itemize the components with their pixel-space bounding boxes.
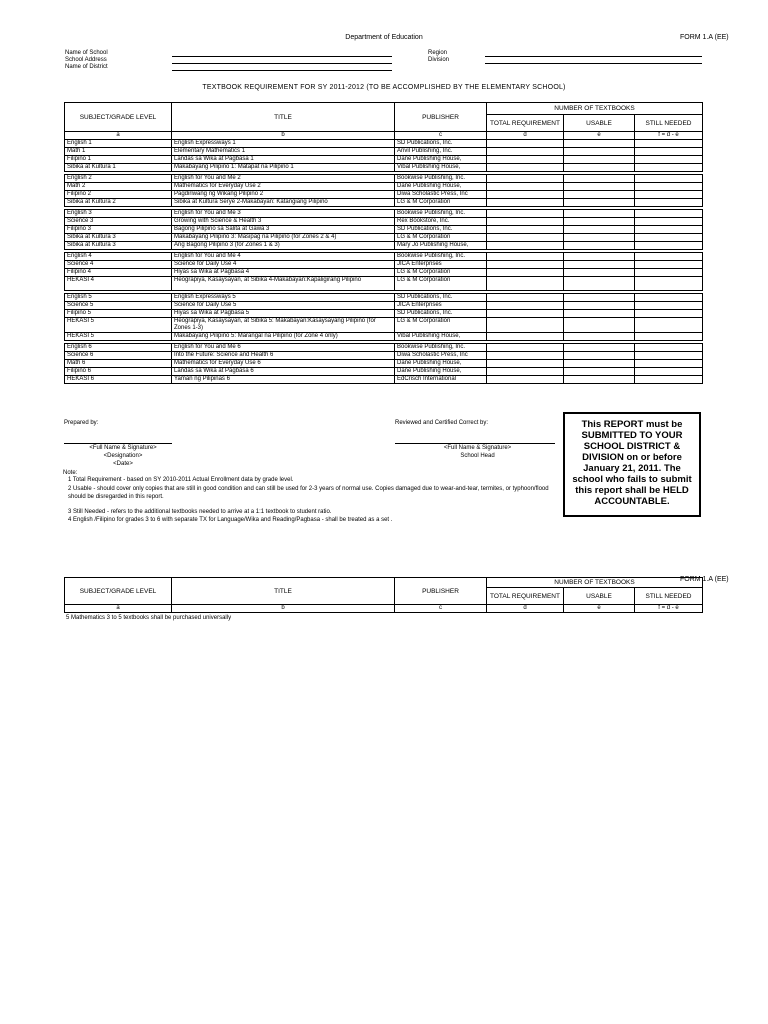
- header2-subject: SUBJECT/GRADE LEVEL: [65, 578, 172, 605]
- header-publisher: PUBLISHER: [395, 103, 487, 132]
- total-requirement-input[interactable]: [487, 277, 564, 291]
- title-cell: English Expressways 5: [172, 294, 395, 302]
- label-name-of-district: Name of District: [65, 64, 108, 70]
- usable-input[interactable]: [564, 310, 635, 318]
- subject-cell: HEKASI 6: [65, 376, 172, 384]
- subject-cell: English 5: [65, 294, 172, 302]
- usable-input[interactable]: [564, 199, 635, 207]
- title-cell: Mathematics for Everyday Use 6: [172, 360, 395, 368]
- still-needed-input[interactable]: [635, 376, 703, 384]
- table-row: [65, 242, 703, 250]
- title-cell: Makabayang Pilipino 3: Masipag na Pilipino (for Zones 2 & 4): [172, 234, 395, 242]
- still-needed-input[interactable]: [635, 156, 703, 164]
- label-region: Region: [428, 50, 448, 56]
- publisher-cell: Vibal Publishing House,: [395, 333, 487, 341]
- publisher-cell: JICA Enterprises: [395, 302, 487, 310]
- publisher-cell: LG & M Corporation: [395, 318, 487, 333]
- table-row: [65, 310, 703, 318]
- usable-input[interactable]: [564, 191, 635, 199]
- still-needed-input[interactable]: [635, 269, 703, 277]
- total-requirement-input[interactable]: [487, 234, 564, 242]
- publisher-cell: Diwa Scholastic Press, Inc: [395, 191, 487, 199]
- publisher-cell: Bookwise Publishing, Inc.: [395, 210, 487, 218]
- note-1: 1 Total Requirement - based on SY 2010-2011 Actual Enrollment data by grade level.: [68, 477, 294, 483]
- usable-input[interactable]: [564, 318, 635, 333]
- subject-cell: English 3: [65, 210, 172, 218]
- title-cell: Ang Bagong Pilipino 3 (for Zones 1 & 3): [172, 242, 395, 250]
- still-needed-input[interactable]: [635, 360, 703, 368]
- usable-input[interactable]: [564, 368, 635, 376]
- publisher-cell: Mary Jo Publishing House,: [395, 242, 487, 250]
- subject-cell: Sibika at Kultura 1: [65, 164, 172, 172]
- table-row: [65, 175, 703, 183]
- field-line-region[interactable]: [485, 56, 702, 57]
- col-letter-d: d: [487, 132, 564, 140]
- still-needed-input[interactable]: [635, 175, 703, 183]
- total-requirement-input[interactable]: [487, 376, 564, 384]
- title-cell: English for You and Me 2: [172, 175, 395, 183]
- publisher-cell: Dane Publishing House,: [395, 183, 487, 191]
- total-requirement-input[interactable]: [487, 253, 564, 261]
- title-cell: Landas sa Wika at Pagbasa 1: [172, 156, 395, 164]
- publisher-cell: Rex Bookstore, Inc.: [395, 218, 487, 226]
- total-requirement-input[interactable]: [487, 368, 564, 376]
- total-requirement-input[interactable]: [487, 175, 564, 183]
- total-requirement-input[interactable]: [487, 269, 564, 277]
- usable-input[interactable]: [564, 148, 635, 156]
- usable-input[interactable]: [564, 234, 635, 242]
- usable-input[interactable]: [564, 210, 635, 218]
- title-cell: English for You and Me 6: [172, 344, 395, 352]
- table-row: [65, 294, 703, 302]
- table-row: [65, 269, 703, 277]
- col-letter-c: c: [395, 132, 487, 140]
- col2-letter-b: b: [172, 605, 395, 613]
- department-title: Department of Education: [345, 34, 423, 41]
- subject-cell: HEKASI 5: [65, 333, 172, 341]
- usable-input[interactable]: [564, 242, 635, 250]
- still-needed-input[interactable]: [635, 352, 703, 360]
- still-needed-input[interactable]: [635, 333, 703, 341]
- submission-notice-box: This REPORT must be SUBMITTED TO YOUR SCHOOL DISTRICT & DIVISION on or before January 21, 2011. The school who fails to submit this report shall be HELD ACCOUNTABLE.: [563, 412, 701, 517]
- publisher-cell: SD Publications, Inc.: [395, 226, 487, 234]
- table-row: [65, 148, 703, 156]
- school-head-full-name: <Full Name & Signature>: [443, 445, 512, 451]
- header2-publisher: PUBLISHER: [395, 578, 487, 605]
- title-cell: Heograpiya, Kasaysayan, at Sibika 4-Makabayan:Kapaligirang Pilipino: [172, 277, 395, 291]
- total-requirement-input[interactable]: [487, 344, 564, 352]
- title-cell: English Expressways 1: [172, 140, 395, 148]
- subject-cell: Science 3: [65, 218, 172, 226]
- still-needed-input[interactable]: [635, 199, 703, 207]
- publisher-cell: Anvil Publishing, Inc.: [395, 148, 487, 156]
- total-requirement-input[interactable]: [487, 164, 564, 172]
- usable-input[interactable]: [564, 376, 635, 384]
- subject-cell: Science 4: [65, 261, 172, 269]
- table-row: [65, 226, 703, 234]
- col2-letter-c: c: [395, 605, 487, 613]
- title-cell: Heograpiya, Kasaysayan, at Sibika 5: Makabayan:Kasaysayang Pilipino (for Zones 1-3): [172, 318, 395, 333]
- field-line-school[interactable]: [172, 56, 392, 57]
- table-row: [65, 210, 703, 218]
- table-row: [65, 333, 703, 341]
- note-3: 3 Still Needed - refers to the additional textbooks needed to arrive at a 1:1 textbook to student ratio.: [68, 509, 332, 515]
- usable-input[interactable]: [564, 344, 635, 352]
- table-row: [65, 344, 703, 352]
- title-cell: Sibika at Kultura Serye 2-Makabayan: Katangiang Pilipino: [172, 199, 395, 207]
- second-table: [64, 577, 703, 613]
- still-needed-input[interactable]: [635, 294, 703, 302]
- total-requirement-input[interactable]: [487, 210, 564, 218]
- col2-letter-d: d: [487, 605, 564, 613]
- signature-line-preparer[interactable]: [64, 443, 172, 444]
- header-number-of-textbooks: NUMBER OF TEXTBOOKS: [487, 103, 703, 115]
- subject-cell: Filipino 1: [65, 156, 172, 164]
- label-school-address: School Address: [65, 57, 107, 63]
- subject-cell: Sibika at Kultura 2: [65, 199, 172, 207]
- textbook-requirement-table: [64, 102, 703, 384]
- subject-cell: Math 2: [65, 183, 172, 191]
- usable-input[interactable]: [564, 183, 635, 191]
- title-cell: Makabayang Pilipino 1: Matapat na Pilipino 1: [172, 164, 395, 172]
- publisher-cell: SD Publications, Inc.: [395, 310, 487, 318]
- form-code-2: FORM 1.A (EE): [680, 576, 729, 583]
- usable-input[interactable]: [564, 140, 635, 148]
- still-needed-input[interactable]: [635, 218, 703, 226]
- still-needed-input[interactable]: [635, 140, 703, 148]
- title-cell: Elementary Mathematics 1: [172, 148, 395, 156]
- usable-input[interactable]: [564, 164, 635, 172]
- preparer-date: <Date>: [113, 461, 133, 467]
- field-line-district[interactable]: [172, 70, 392, 71]
- form-code: FORM 1.A (EE): [680, 34, 729, 41]
- total-requirement-input[interactable]: [487, 318, 564, 333]
- prepared-by-label: Prepared by:: [64, 420, 99, 426]
- col-letter-e: e: [564, 132, 635, 140]
- table-row: [65, 234, 703, 242]
- table-row: [65, 191, 703, 199]
- col-letter-f: f = d - e: [635, 132, 703, 140]
- table-row: [65, 261, 703, 269]
- total-requirement-input[interactable]: [487, 310, 564, 318]
- usable-input[interactable]: [564, 352, 635, 360]
- header-usable: USABLE: [564, 115, 635, 132]
- usable-input[interactable]: [564, 360, 635, 368]
- title-cell: Into the Future: Science and Health 6: [172, 352, 395, 360]
- field-line-division[interactable]: [485, 63, 702, 64]
- col2-letter-f: f = d - e: [635, 605, 703, 613]
- title-cell: Growing with Science & Health 3: [172, 218, 395, 226]
- total-requirement-input[interactable]: [487, 148, 564, 156]
- subject-cell: Filipino 5: [65, 310, 172, 318]
- total-requirement-input[interactable]: [487, 302, 564, 310]
- col-letter-b: b: [172, 132, 395, 140]
- school-head-label: School Head: [460, 453, 495, 459]
- total-requirement-input[interactable]: [487, 140, 564, 148]
- title-cell: Science for Daily Use 4: [172, 261, 395, 269]
- title-cell: English for You and Me 4: [172, 253, 395, 261]
- reviewed-by-label: Reviewed and Certified Correct by:: [395, 420, 489, 426]
- table-row: [65, 218, 703, 226]
- still-needed-input[interactable]: [635, 253, 703, 261]
- subject-cell: English 6: [65, 344, 172, 352]
- total-requirement-input[interactable]: [487, 191, 564, 199]
- still-needed-input[interactable]: [635, 226, 703, 234]
- note-2: 2 Usable - should cover only copies that are still in good condition and can still be used for 2-3 years of normal use. Copies damaged due to wear-and-tear, termites, or typhoon/flood should be disregarded in this report.: [68, 486, 549, 500]
- table-row: [65, 368, 703, 376]
- usable-input[interactable]: [564, 226, 635, 234]
- still-needed-input[interactable]: [635, 302, 703, 310]
- still-needed-input[interactable]: [635, 148, 703, 156]
- total-requirement-input[interactable]: [487, 218, 564, 226]
- still-needed-input[interactable]: [635, 344, 703, 352]
- total-requirement-input[interactable]: [487, 360, 564, 368]
- subject-cell: HEKASI 4: [65, 277, 172, 291]
- publisher-cell: Dane Publishing House,: [395, 156, 487, 164]
- still-needed-input[interactable]: [635, 242, 703, 250]
- title-cell: English for You and Me 3: [172, 210, 395, 218]
- total-requirement-input[interactable]: [487, 294, 564, 302]
- total-requirement-input[interactable]: [487, 226, 564, 234]
- still-needed-input[interactable]: [635, 368, 703, 376]
- table-row: [65, 277, 703, 291]
- subject-cell: Filipino 4: [65, 269, 172, 277]
- col-letter-a: a: [65, 132, 172, 140]
- publisher-cell: JICA Enterprises: [395, 261, 487, 269]
- header2-still-needed: STILL NEEDED: [635, 588, 703, 605]
- header-total-requirement: TOTAL REQUIREMENT: [487, 115, 564, 132]
- subject-cell: Sibika at Kultura 3: [65, 234, 172, 242]
- total-requirement-input[interactable]: [487, 199, 564, 207]
- preparer-full-name: <Full Name & Signature>: [89, 445, 157, 451]
- still-needed-input[interactable]: [635, 234, 703, 242]
- note-4: 4 English /Filipino for grades 3 to 6 with separate TX for Language/Wika and Reading/Pagbasa - shall be treated as a set .: [68, 517, 393, 523]
- preparer-designation: <Designation>: [103, 453, 143, 459]
- header2-number-of-textbooks: NUMBER OF TEXTBOOKS: [487, 578, 703, 588]
- title-cell: Mathematics for Everyday Use 2: [172, 183, 395, 191]
- subject-cell: Sibika at Kultura 3: [65, 242, 172, 250]
- publisher-cell: Diwa Scholastic Press, Inc: [395, 352, 487, 360]
- usable-input[interactable]: [564, 261, 635, 269]
- publisher-cell: LG & M Corporation: [395, 234, 487, 242]
- subject-cell: Filipino 6: [65, 368, 172, 376]
- table-row: [65, 302, 703, 310]
- subject-cell: Filipino 2: [65, 191, 172, 199]
- usable-input[interactable]: [564, 302, 635, 310]
- still-needed-input[interactable]: [635, 318, 703, 333]
- title-cell: Makabayang Pilipino 5: Marangal na Pilipino (for Zone 4 only): [172, 333, 395, 341]
- total-requirement-input[interactable]: [487, 352, 564, 360]
- total-requirement-input[interactable]: [487, 156, 564, 164]
- subject-cell: HEKASI 5: [65, 318, 172, 333]
- title-cell: Hiyas sa Wika at Pagbasa 5: [172, 310, 395, 318]
- title-cell: Landas sa Wika at Pagbasa 6: [172, 368, 395, 376]
- table-row: [65, 360, 703, 368]
- usable-input[interactable]: [564, 253, 635, 261]
- col2-letter-e: e: [564, 605, 635, 613]
- title-cell: Yaman ng Pilipinas 6: [172, 376, 395, 384]
- publisher-cell: Vibal Publishing House,: [395, 164, 487, 172]
- subject-cell: English 1: [65, 140, 172, 148]
- table-row: [65, 318, 703, 333]
- title-cell: Bagong Pilipino sa Salita at Gawa 3: [172, 226, 395, 234]
- total-requirement-input[interactable]: [487, 183, 564, 191]
- table-row: [65, 140, 703, 148]
- header-subject: SUBJECT/GRADE LEVEL: [65, 103, 172, 132]
- usable-input[interactable]: [564, 218, 635, 226]
- total-requirement-input[interactable]: [487, 333, 564, 341]
- table-row: [65, 164, 703, 172]
- subject-cell: Math 6: [65, 360, 172, 368]
- col2-letter-a: a: [65, 605, 172, 613]
- header-title: TITLE: [172, 103, 395, 132]
- title-cell: Hiyas sa Wika at Pagbasa 4: [172, 269, 395, 277]
- second-table-footnote: 5 Mathematics 3 to 5 textbooks shall be purchased universally: [66, 615, 232, 621]
- publisher-cell: SD Publications, Inc.: [395, 140, 487, 148]
- publisher-cell: Bookwise Publishing, Inc.: [395, 175, 487, 183]
- subject-cell: Science 6: [65, 352, 172, 360]
- subject-cell: English 4: [65, 253, 172, 261]
- table-row: [65, 376, 703, 384]
- total-requirement-input[interactable]: [487, 261, 564, 269]
- label-name-of-school: Name of School: [65, 50, 108, 56]
- publisher-cell: Dane Publishing House,: [395, 360, 487, 368]
- usable-input[interactable]: [564, 333, 635, 341]
- field-line-address[interactable]: [172, 63, 392, 64]
- still-needed-input[interactable]: [635, 261, 703, 269]
- still-needed-input[interactable]: [635, 210, 703, 218]
- total-requirement-input[interactable]: [487, 242, 564, 250]
- form-title: TEXTBOOK REQUIREMENT FOR SY 2011-2012 (TO BE ACCOMPLISHED BY THE ELEMENTARY SCHOOL): [202, 84, 566, 91]
- still-needed-input[interactable]: [635, 191, 703, 199]
- still-needed-input[interactable]: [635, 164, 703, 172]
- publisher-cell: EdCrisch International: [395, 376, 487, 384]
- publisher-cell: LG & M Corporation: [395, 199, 487, 207]
- header2-usable: USABLE: [564, 588, 635, 605]
- subject-cell: Science 5: [65, 302, 172, 310]
- header2-total-requirement: TOTAL REQUIREMENT: [487, 588, 564, 605]
- table-row: [65, 183, 703, 191]
- still-needed-input[interactable]: [635, 310, 703, 318]
- usable-input[interactable]: [564, 175, 635, 183]
- table-row: [65, 352, 703, 360]
- table-row: [65, 156, 703, 164]
- usable-input[interactable]: [564, 269, 635, 277]
- publisher-cell: Bookwise Publishing, Inc.: [395, 253, 487, 261]
- subject-cell: English 2: [65, 175, 172, 183]
- publisher-cell: Dane Publishing House,: [395, 368, 487, 376]
- table-row: [65, 199, 703, 207]
- publisher-cell: SD Publications, Inc.: [395, 294, 487, 302]
- table-row: [65, 253, 703, 261]
- subject-cell: Filipino 3: [65, 226, 172, 234]
- label-division: Division: [428, 57, 450, 63]
- subject-cell: Math 1: [65, 148, 172, 156]
- title-cell: Science for Daily Use 5: [172, 302, 395, 310]
- usable-input[interactable]: [564, 294, 635, 302]
- usable-input[interactable]: [564, 277, 635, 291]
- publisher-cell: LG & M Corporation: [395, 269, 487, 277]
- header2-title: TITLE: [172, 578, 395, 605]
- publisher-cell: LG & M Corporation: [395, 277, 487, 291]
- title-cell: Pagdiriwang ng Wikang Pilipino 2: [172, 191, 395, 199]
- usable-input[interactable]: [564, 156, 635, 164]
- still-needed-input[interactable]: [635, 183, 703, 191]
- header-still-needed: STILL NEEDED: [635, 115, 703, 132]
- signature-line-school-head[interactable]: [395, 443, 555, 444]
- publisher-cell: Bookwise Publishing, Inc.: [395, 344, 487, 352]
- notes-label: Note:: [63, 470, 78, 476]
- still-needed-input[interactable]: [635, 277, 703, 291]
